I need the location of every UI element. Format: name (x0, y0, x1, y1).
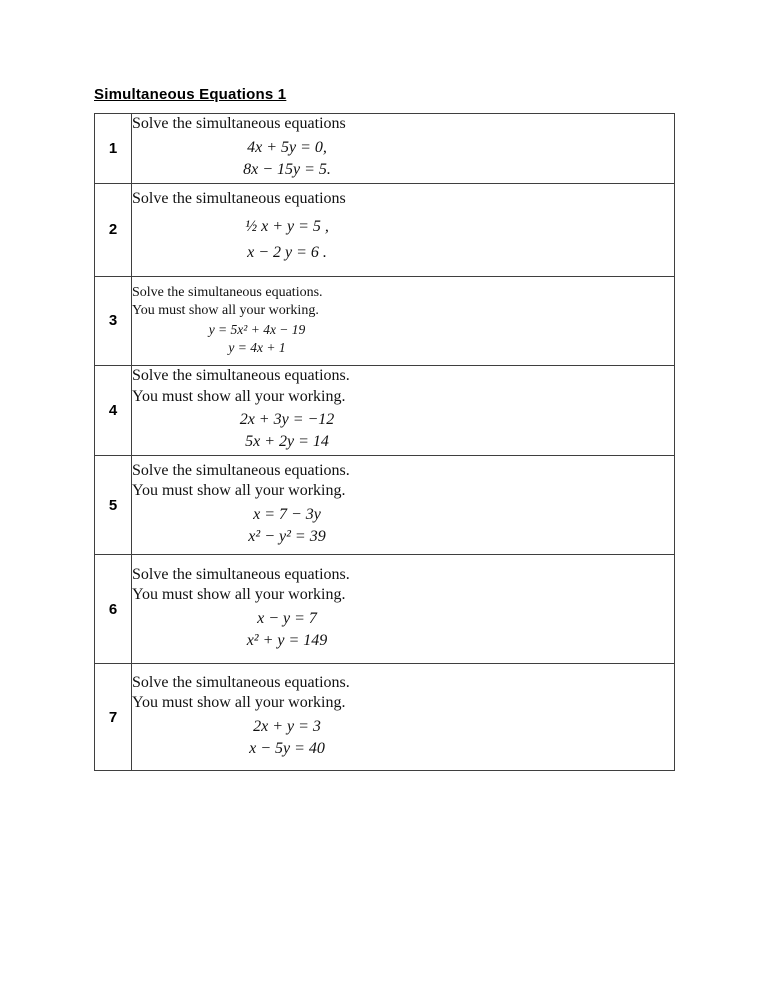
problem-row (95, 555, 675, 664)
problem-number: 4 (95, 365, 132, 456)
problem-row (95, 664, 675, 771)
problem-row (95, 114, 675, 184)
equation-block (132, 506, 442, 546)
problem-prompt-secondary: You must show all your working. (132, 302, 319, 318)
problem-row (95, 365, 675, 456)
equation-line: ½ x + y = 5 , (245, 218, 329, 236)
equation-line: 4x + 5y = 0, (247, 138, 327, 156)
problem-prompt: Solve the simultaneous equations (132, 115, 346, 132)
problem-prompt: Solve the simultaneous equations. (132, 461, 350, 479)
equation-block (132, 610, 442, 650)
problem-cell (132, 276, 675, 365)
problem-cell (132, 555, 675, 664)
equation-line: y = 5x² + 4x − 19 (208, 321, 306, 337)
problem-prompt-secondary: You must show all your working. (132, 482, 346, 500)
problem-row (95, 276, 675, 365)
problem-prompt-secondary: You must show all your working. (132, 694, 346, 712)
problem-cell (132, 183, 675, 276)
equation-block (132, 718, 442, 758)
problem-number: 2 (95, 183, 132, 276)
equation-line: x − 5y = 40 (249, 740, 325, 758)
problem-prompt-secondary: You must show all your working. (132, 586, 346, 604)
equation-line: 2x + 3y = −12 (239, 411, 335, 429)
problem-cell (132, 664, 675, 771)
equation-line: x − 2 y = 6 . (247, 244, 327, 262)
equation-line: 8x − 15y = 5. (243, 160, 331, 178)
problem-prompt: Solve the simultaneous equations. (132, 565, 350, 583)
problem-cell (132, 456, 675, 555)
problem-prompt: Solve the simultaneous equations. (132, 366, 350, 384)
problem-number: 7 (95, 664, 132, 771)
problem-number: 3 (95, 276, 132, 365)
equation-line: x² + y = 149 (246, 632, 328, 650)
equation-line: 2x + y = 3 (253, 718, 321, 736)
problem-prompt: Solve the simultaneous equations. (132, 284, 323, 300)
problem-number: 5 (95, 456, 132, 555)
problem-prompt: Solve the simultaneous equations (132, 190, 346, 208)
equation-block (132, 322, 382, 356)
problem-cell (132, 365, 675, 456)
page-title: Simultaneous Equations 1 (94, 86, 287, 103)
equation-line: 5x + 2y = 14 (245, 433, 329, 451)
problem-number: 1 (95, 114, 132, 184)
problem-row (95, 456, 675, 555)
problem-row (95, 183, 675, 276)
problem-prompt: Solve the simultaneous equations. (132, 673, 350, 691)
equation-block (132, 139, 442, 179)
equation-line: x² − y² = 39 (248, 528, 326, 546)
equation-line: x = 7 − 3y (253, 506, 321, 524)
equation-line: y = 4x + 1 (228, 339, 286, 355)
equation-line: x − y = 7 (257, 610, 317, 628)
problem-cell (132, 114, 675, 184)
equation-block (132, 411, 442, 451)
problems-table (94, 113, 675, 771)
problem-prompt-secondary: You must show all your working. (132, 387, 346, 405)
problem-number: 6 (95, 555, 132, 664)
equation-block (132, 218, 442, 262)
